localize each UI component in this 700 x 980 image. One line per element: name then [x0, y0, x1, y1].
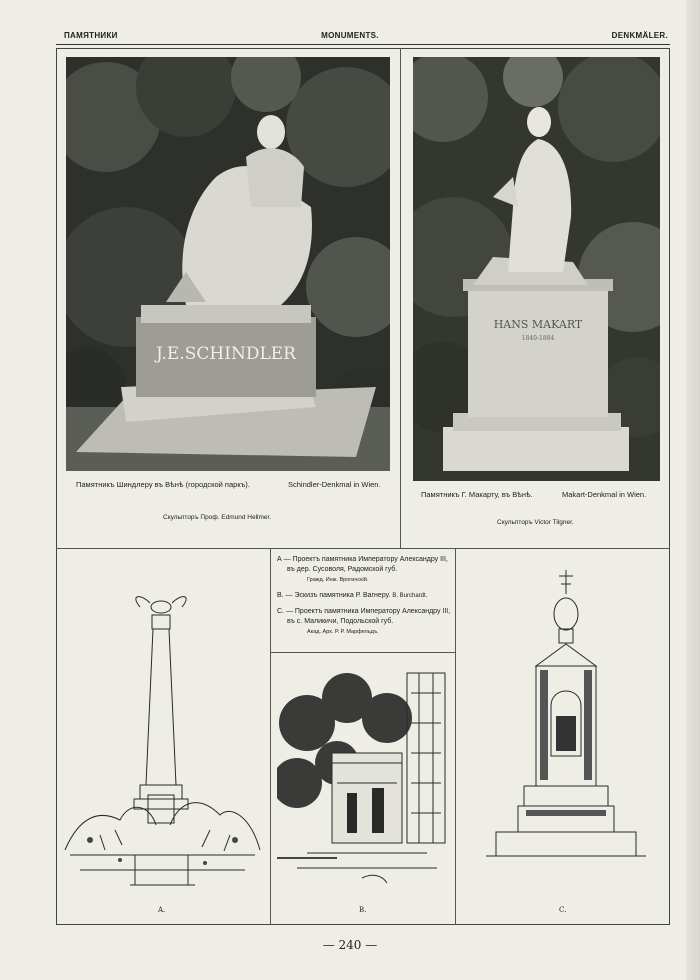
legend-a-line1: А — Проектъ памятника Императору Александру III, — [277, 556, 448, 563]
legend-c-line1: С. — Проектъ памятника Императору Александру III, — [277, 608, 451, 615]
header-left: ПАМЯТНИКИ — [64, 31, 118, 40]
legend-a-credit: Гражд. Инж. Врогинскій. — [307, 577, 369, 583]
legend-b-text: В. — Эскизъ памятника Р. Вагнеру. — [277, 592, 391, 599]
legend-b-credit: B. Burchardt. — [392, 593, 428, 599]
drawing-b-wagner — [277, 663, 447, 895]
makart-caption-de: Makart-Denkmal in Wien. — [562, 490, 647, 499]
legend-entry-c — [277, 607, 455, 637]
makart-credit: Скульпторъ Victor Tilgner. — [497, 519, 574, 526]
legend-a-line2: въ дер. Сусоволя, Радомской губ. — [287, 566, 398, 573]
legend-entry-b — [277, 591, 455, 601]
bottom-divider-right — [455, 548, 456, 925]
binding-edge — [686, 0, 700, 980]
schindler-caption-de: Schindler-Denkmal in Wien. — [288, 480, 381, 489]
middle-divider — [56, 548, 670, 549]
drawing-c-chapel — [466, 566, 662, 881]
drawing-a-label: A. — [158, 906, 166, 914]
drawing-a-obelisk — [60, 585, 265, 895]
makart-inscription-name: HANS MAKART — [493, 318, 583, 331]
top-divider — [400, 48, 401, 548]
header-rule — [56, 44, 670, 45]
makart-caption-ru: Памятникъ Г. Макарту, въ Вѣнѣ. — [421, 490, 533, 499]
schindler-inscription: J.E.SCHINDLER — [156, 344, 296, 364]
makart-photo — [413, 57, 660, 481]
legend-c-credit: Акад. Арх. Р. Р. Марфельдъ. — [307, 629, 379, 635]
makart-inscription-years: 1840-1884 — [521, 335, 555, 342]
legend-divider — [270, 652, 455, 653]
schindler-caption-ru: Памятникъ Шиндлеру въ Вѣнѣ (городской паркъ). — [76, 480, 250, 489]
schindler-photo — [66, 57, 390, 471]
bottom-divider-left — [270, 548, 271, 925]
drawing-c-label: C. — [559, 906, 567, 914]
drawing-b-label: B. — [359, 906, 367, 914]
legend-c-line2: въ с. Маликичи, Подольской губ. — [287, 618, 394, 625]
schindler-credit: Скульпторъ Проф. Edmund Hellmer. — [163, 514, 272, 521]
header-center: MONUMENTS. — [321, 31, 379, 40]
header-right: DENKMÄLER. — [611, 31, 668, 40]
page-number: — 240 — — [322, 938, 378, 952]
drawings-legend — [277, 555, 455, 643]
legend-entry-a — [277, 555, 455, 585]
